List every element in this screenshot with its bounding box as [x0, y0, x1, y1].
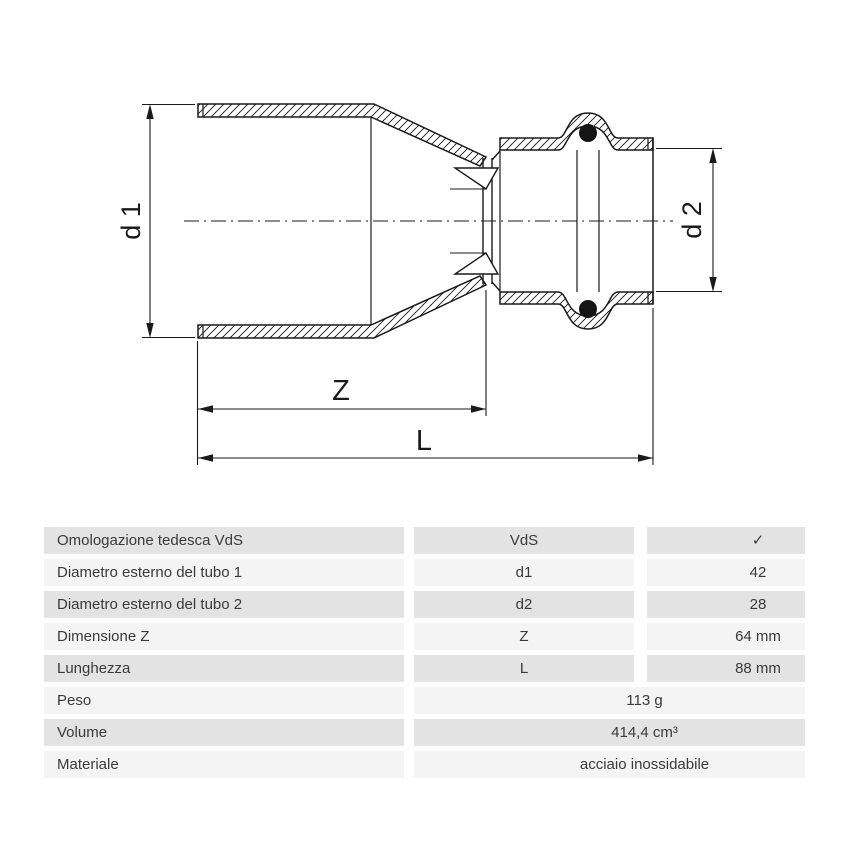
row-label: Omologazione tedesca VdS — [44, 527, 404, 554]
row-lunghezza — [44, 655, 805, 682]
row-symbol: VdS — [414, 527, 634, 554]
wall-bottom-large-and-taper — [198, 276, 486, 338]
row-value: 28 — [647, 591, 805, 618]
row-volume — [44, 719, 805, 746]
row-value: 42 — [647, 559, 805, 586]
dim-label-d2: d 2 — [677, 201, 707, 239]
wall-top-small-with-bead — [500, 113, 653, 150]
row-diametro-tubo-1 — [44, 559, 805, 586]
wall-top-large-and-taper — [198, 104, 486, 166]
row-label: Dimensione Z — [44, 623, 404, 650]
row-label: Lunghezza — [44, 655, 404, 682]
row-label: Materiale — [44, 751, 404, 778]
row-materiale — [44, 751, 805, 778]
wall-bottom-small-with-bead — [500, 292, 653, 329]
row-value: 64 mm — [647, 623, 805, 650]
o-ring-top — [579, 124, 597, 142]
row-symbol: d2 — [414, 591, 634, 618]
row-symbol: L — [414, 655, 634, 682]
row-value check-icon: ✓ — [647, 527, 805, 554]
dim-label-l: L — [415, 425, 433, 457]
dim-label-d1: d 1 — [116, 202, 146, 240]
row-label: Peso — [44, 687, 404, 714]
row-symbol: Z — [414, 623, 634, 650]
row-symbol: d1 — [414, 559, 634, 586]
row-dimensione-z — [44, 623, 805, 650]
row-value: 113 g — [414, 687, 805, 714]
row-peso — [44, 687, 805, 714]
row-label: Diametro esterno del tubo 1 — [44, 559, 404, 586]
row-label: Diametro esterno del tubo 2 — [44, 591, 404, 618]
row-omologazione-vds — [44, 527, 805, 554]
row-diametro-tubo-2 — [44, 591, 805, 618]
row-value: 88 mm — [647, 655, 805, 682]
dim-label-z: Z — [332, 375, 350, 407]
row-value: 414,4 cm³ — [414, 719, 805, 746]
spec-table — [44, 527, 805, 783]
o-ring-bottom — [579, 300, 597, 318]
row-value: acciaio inossidabile — [414, 751, 805, 778]
row-label: Volume — [44, 719, 404, 746]
